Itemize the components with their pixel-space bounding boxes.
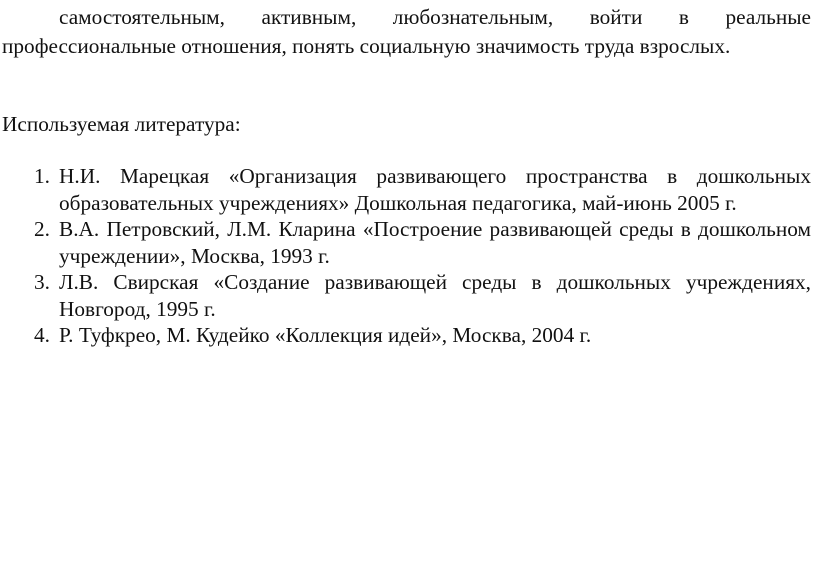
reference-item — [0, 322, 811, 349]
reference-text: Л.В. Свирская «Создание развивающей среды в дошкольных учреждениях, Новгород, 1995 г. — [59, 270, 811, 321]
intro-paragraph: самостоятельным, активным, любознательным, войти в реальные профессиональные отношения, понять социальную значимость труда взрослых. — [2, 5, 811, 58]
reference-number: 4. — [34, 323, 50, 347]
references-heading: Используемая литература: — [2, 112, 241, 136]
reference-number: 3. — [34, 270, 50, 294]
reference-item — [0, 216, 811, 269]
reference-text: Р. Туфкрео, М. Кудейко «Коллекция идей», Москва, 2004 г. — [59, 323, 592, 347]
reference-number: 2. — [34, 217, 50, 241]
reference-text: В.А. Петровский, Л.М. Кларина «Построение развивающей среды в дошкольном учреждении», Москва, 1993 г. — [59, 217, 811, 268]
reference-number: 1. — [34, 164, 50, 188]
reference-text: Н.И. Марецкая «Организация развивающего пространства в дошкольных образовательных учреждениях» Дошкольная педагогика, май-июнь 2005 г. — [59, 164, 811, 215]
reference-item — [0, 163, 811, 216]
references-list — [0, 163, 811, 349]
reference-item — [0, 269, 811, 322]
